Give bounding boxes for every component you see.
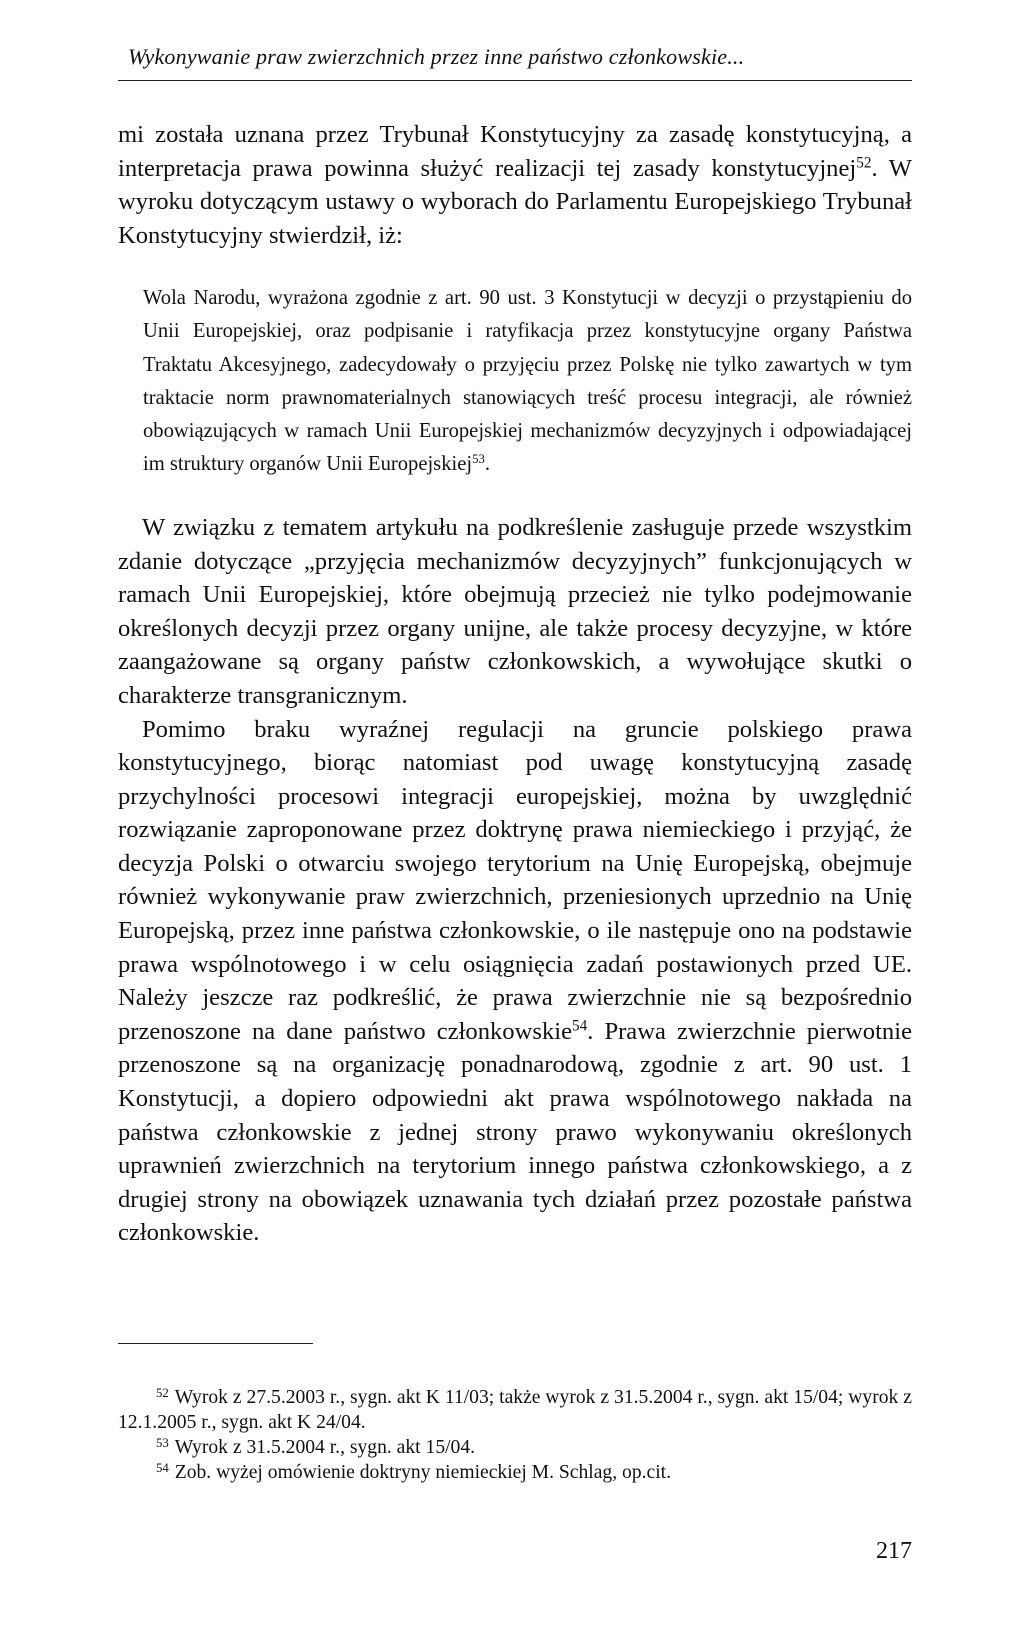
quote-end: . [484,452,490,475]
main-text [118,118,912,1250]
quote-text: Wola Narodu, wyrażona zgodnie z art. 90 ust. 3 Konstytucji w decyzji o przystąpieniu do Unii Europejskiej, oraz podpisanie i ratyfikacja przez konstytucyjne organy Państwa Traktatu Akcesyjnego, zadecydowały o przyjęciu przez Polskę nie tylko zawartych w tym traktacie norm prawnomaterialnych stanowiących treść procesu integracji, ale również obowiązujących w ramach Unii Europejskiej mechanizmów decyzyjnych i odpowiadającej im struktury organów Unii Europejskiej [143,287,912,475]
footnote-divider [118,1343,313,1344]
footnote-text: Wyrok z 27.5.2003 r., sygn. akt K 11/03; także wyrok z 31.5.2004 r., sygn. akt 15/04; wyrok z 12.1.2005 r., sygn. akt K 24/04. [118,1387,912,1433]
paragraph-3-text-b: . Prawa zwierzchnie pierwotnie przenoszone są na organizację ponadnarodową, zgodnie z art. 90 ust. 1 Konstytucji, a dopiero odpowiedni akt prawa wspólnotowego nakłada na państwa członkowskie z jednej strony prawo wykonywaniu określonych uprawnień zwierzchnich na terytorium innego państwa członkowskiego, a z drugiej strony na obowiązek uznawania tych działań przez pozostałe państwa członkowskie. [118,1017,912,1247]
page-number: 217 [876,1538,912,1564]
footnote-number: 52 [156,1386,169,1401]
block-quote [118,282,912,481]
footnotes [118,1385,912,1485]
footnote-ref-54[interactable]: 54 [571,1017,588,1035]
footnote-text: Wyrok z 31.5.2004 r., sygn. akt 15/04. [174,1437,476,1458]
paragraph-3-text-a: Pomimo braku wyraźnej regulacji na gruncie polskiego prawa konstytucyjnego, biorąc natomiast pod uwagę konstytucyjną zasadę przychylności procesowi integracji europejskiej, można by uwzględnić rozwiązanie zaproponowane przez doktrynę prawa niemieckiego i przyjąć, że decyzja Polski o otwarciu swojego terytorium na Unię Europejską, obejmuje również wykonywanie praw zwierzchnich, przeniesionych uprzednio na Unię Europejską, przez inne państwa członkowskie, o ile następuje ono na podstawie prawa wspólnotowego i w celu osiągnięcia zadań postawionych przed UE. Należy jeszcze raz podkreślić, że prawa zwierzchnie nie są bezpośrednio przenoszone na dane państwo członkowskie [118,715,912,1045]
footnote-52 [118,1385,912,1435]
footnote-number: 54 [156,1461,169,1476]
footnote-text: Zob. wyżej omówienie doktryny niemieckiej M. Schlag, op.cit. [174,1462,671,1483]
footnote-number: 53 [156,1436,169,1451]
paragraph-1-text-a: mi została uznana przez Trybunał Konstytucyjny za zasadę konstytucyjną, a interpretacja prawa powinna służyć realizacji tej zasady konstytucyjnej [118,121,912,182]
paragraph-1-text-b: . W wyroku dotyczącym ustawy o wyborach do Parlamentu Europejskiego Trybunał Konstytucyjny stwierdził, iż: [118,154,913,249]
footnote-53 [118,1435,912,1460]
running-header: Wykonywanie praw zwierzchnich przez inne państwo członkowskie... [128,44,745,69]
paragraph-2: W związku z tematem artykułu na podkreślenie zasługuje przede wszystkim zdanie dotyczące „przyjęcia mechanizmów decyzyjnych” funkcjonujących w ramach Unii Europejskiej, które obejmują przecież nie tylko podejmowanie określonych decyzji przez organy unijne, ale także procesy decyzyjne, w które zaangażowane są organy państw członkowskich, a wywołujące skutki o charakterze transgranicznym. [118,513,912,709]
footnote-54 [118,1460,912,1485]
header-divider [118,80,912,81]
footnote-ref-53[interactable]: 53 [472,451,485,466]
paragraph-1 [118,118,912,252]
paragraph-3 [118,713,912,1251]
footnote-ref-52[interactable]: 52 [856,154,872,172]
